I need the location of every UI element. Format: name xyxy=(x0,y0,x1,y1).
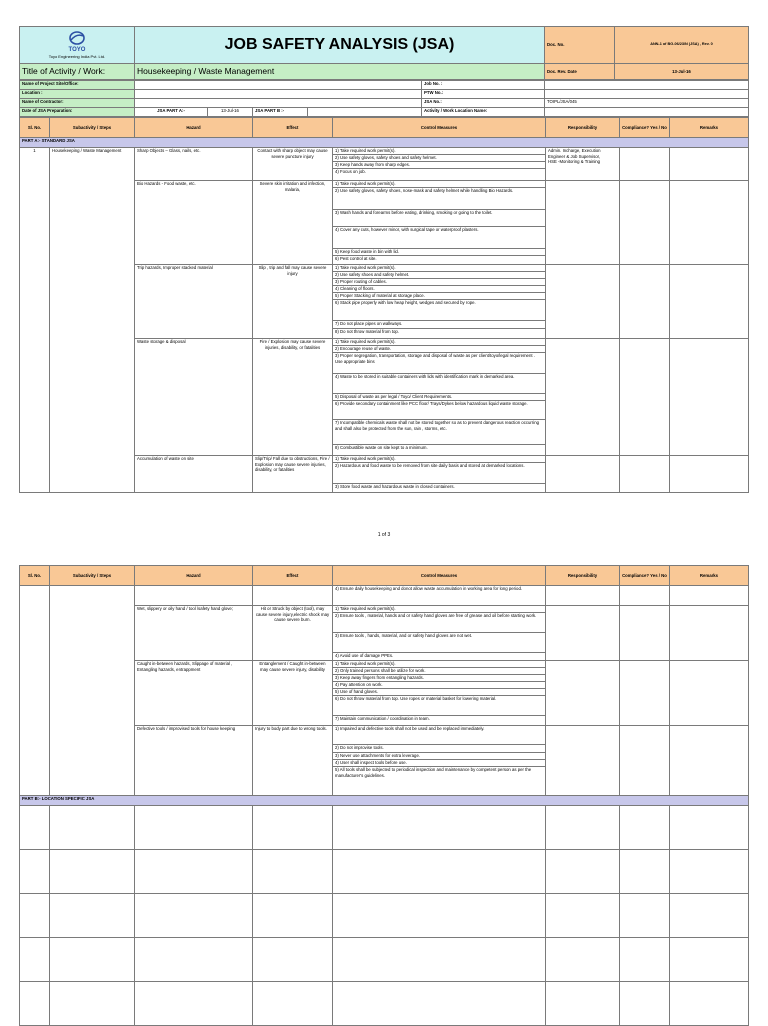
date-prep-label: Date of JSA Preparation: xyxy=(20,108,135,117)
control-measure: 5) Disposal of waste as per legal / Toyo/ Client Requirements. xyxy=(333,394,545,401)
control-measure: 1) Take required work permit(s). xyxy=(333,265,545,272)
remarks-cell[interactable] xyxy=(670,586,749,606)
table-row xyxy=(20,148,749,181)
blank-cell[interactable] xyxy=(20,938,50,982)
blank-cell[interactable] xyxy=(620,850,670,894)
control-measure: 8) Do not throw material from top. xyxy=(335,329,400,334)
control-measure: 3) Proper segregation, transportation, storage and disposal of waste as per client/toyo/legal requirement . Use appropriate bins xyxy=(333,353,545,374)
blank-cell[interactable] xyxy=(546,894,620,938)
jsa-no-label: JSA No.: xyxy=(422,99,545,108)
blank-cell[interactable] xyxy=(20,850,50,894)
blank-cell[interactable] xyxy=(50,982,135,1026)
responsibility-cell xyxy=(546,606,620,661)
part-b-label: JSA PART B :- xyxy=(253,108,308,117)
jsa-sheet-page-2 xyxy=(19,565,748,1026)
control-measure: 1) Take required work permit(s). xyxy=(333,339,545,346)
blank-row xyxy=(20,894,749,938)
remarks-cell[interactable] xyxy=(670,339,749,456)
control-measure: 1) Take required work permit(s). xyxy=(333,148,545,155)
effect-cell: Injury to body part due to wrong tools. xyxy=(253,726,333,796)
control-measure: 4) Cover any cuts, however minor, with surgical tape or waterproof plasters. xyxy=(333,227,545,249)
control-measure: 3) Wash hands and forearms before eating, drinking, smoking or going to the toilet. xyxy=(333,210,545,227)
blank-cell[interactable] xyxy=(135,894,253,938)
hazard-cell: Caught in-between hazards, Slippage of material , Entangling hazards, entrappment xyxy=(135,661,253,726)
blank-cell[interactable] xyxy=(670,938,749,982)
activity-title-value[interactable]: Housekeeping / Waste Management xyxy=(135,64,545,80)
project-site-field[interactable] xyxy=(135,81,422,90)
col-effect: Effect xyxy=(253,118,333,138)
control-measures-list xyxy=(333,456,545,491)
blank-cell[interactable] xyxy=(135,938,253,982)
blank-cell[interactable] xyxy=(670,850,749,894)
jsa-no-value[interactable]: TOIPL/JSA/045 xyxy=(545,99,749,108)
col-remarks: Remarks xyxy=(670,118,749,138)
control-measure: 7) Incompatible chemicals waste shall not be stored together so as to prevent dangerous reaction occurring and shall also be protected from the sun, rain , storms, etc. xyxy=(333,420,545,445)
company-name: TOYO xyxy=(68,46,86,53)
control-measures-list xyxy=(333,726,545,780)
responsibility-cell xyxy=(546,265,620,339)
jsa-sheet-page-1 xyxy=(19,26,748,493)
blank-cell[interactable] xyxy=(50,894,135,938)
responsibility-cell xyxy=(546,726,620,796)
blank-cell[interactable] xyxy=(546,938,620,982)
blank-cell[interactable] xyxy=(670,894,749,938)
control-measure: 2) Hazardous and food waste to be removed from site daily basis and stored at demarked locations. xyxy=(333,463,545,484)
col-control-measures: Control Measures xyxy=(333,566,546,586)
responsibility-cell xyxy=(546,586,620,606)
col-compliance: Compliance? Yes / No xyxy=(620,566,670,586)
col-hazard: Hazard xyxy=(135,118,253,138)
control-measure: 8) Combustible waste on site kept to a minimum. xyxy=(335,445,428,450)
project-site-label: Name of Project Site/Office: xyxy=(20,81,135,90)
control-measures-list xyxy=(333,148,545,175)
column-header-row xyxy=(20,566,749,586)
remarks-cell[interactable] xyxy=(670,148,749,181)
control-measure: 1) Take required work permit(s). xyxy=(333,661,545,668)
control-measure: 4) Pay attention on work. xyxy=(333,682,545,689)
part-b-section-heading: PART B:- LOCATION SPECIFIC JSA xyxy=(20,796,749,806)
hazard-cell: Accumulation of waste on site xyxy=(135,456,253,493)
control-measure: 6) Provide secondary containment like PCC floor/ Trays/Dykes below hazardous liquid waste storage. xyxy=(333,401,545,420)
effect-cell: Contact with sharp object may cause severe puncture injury xyxy=(253,148,333,181)
remarks-cell[interactable] xyxy=(670,606,749,661)
hazard-cell: Wet, slippery or oily hand / tool /safety hand glove; xyxy=(135,606,253,661)
compliance-cell[interactable] xyxy=(620,586,670,606)
doc-no-label: Doc. No. xyxy=(545,27,615,64)
effect-cell: Slip/Trip/ Fall due to obstructions, Fire / Explosion may cause severe injuries, disability, or fatalities xyxy=(253,456,333,493)
responsibility-cell xyxy=(546,661,620,726)
control-measure: 3) Keep hands away from sharp edges. xyxy=(333,162,545,169)
blank-cell[interactable] xyxy=(135,850,253,894)
effect-cell: Severe skin irritation and infection, malaria, xyxy=(253,181,333,265)
compliance-cell[interactable] xyxy=(620,181,670,265)
control-measures-list xyxy=(333,181,545,262)
effect-cell: Entanglement / Caught in-between may cause severe injury, disability xyxy=(253,661,333,726)
subactivity-cell: Housekeeping / Waste Management xyxy=(50,148,135,493)
ptw-no-field[interactable] xyxy=(545,90,749,99)
contractor-label: Name of Contractor: xyxy=(20,99,135,108)
control-measure: 4) Waste to be stored in suitable containers with lids with identification mark in demarked area. xyxy=(333,374,545,394)
control-measure: 2) Encourage reuse of waste. xyxy=(333,346,545,353)
col-sl-no: Sl. No. xyxy=(20,566,50,586)
blank-cell[interactable] xyxy=(20,806,50,850)
jsa-main-table-continued xyxy=(19,565,749,1026)
job-no-label: Job No. : xyxy=(422,81,545,90)
compliance-cell[interactable] xyxy=(620,726,670,796)
company-logo xyxy=(20,27,135,64)
blank-cell[interactable] xyxy=(333,982,546,1026)
jsa-header-table xyxy=(19,26,749,80)
control-measure: 5) All tools shall be subjected to periodical inspection and maintenance by competent person as per the manufacturer's guidelines. xyxy=(335,767,532,778)
control-measure: 2) Do not improvise tools. xyxy=(333,745,545,753)
control-measure: 5) Keep food waste in bin with lid. xyxy=(333,249,545,256)
sl-no-cell: 1 xyxy=(20,148,50,493)
col-responsibility: Responsibility xyxy=(546,118,620,138)
control-measure: 1) Take required work permit(s). xyxy=(333,456,545,463)
job-no-field[interactable] xyxy=(545,81,749,90)
control-measure: 4) Focus on job. xyxy=(335,169,366,174)
hazard-cell: Waste storage & disposal xyxy=(135,339,253,456)
control-measure: 2) Only trained persons shall be utilize for work. xyxy=(333,668,545,675)
part-a-label: JSA PART A:- xyxy=(135,108,208,117)
table-row xyxy=(20,586,749,606)
hazard-cell xyxy=(135,586,253,606)
control-measure: 6) Pest control at site. xyxy=(335,256,377,261)
control-measures-list xyxy=(333,606,545,660)
blank-cell[interactable] xyxy=(253,806,333,850)
remarks-cell[interactable] xyxy=(670,265,749,339)
jsa-info-table xyxy=(19,80,749,117)
blank-cell[interactable] xyxy=(546,850,620,894)
col-hazard: Hazard xyxy=(135,566,253,586)
blank-cell[interactable] xyxy=(620,806,670,850)
part-b-field[interactable] xyxy=(308,108,422,117)
control-measure: 4) Ensure daily housekeeping and donot allow waste accumulation in working area for long period. xyxy=(333,586,546,606)
control-measure: 1) Take required work permit(s). xyxy=(333,181,545,188)
hazard-cell: Defective tools / improvised tools for house keeping xyxy=(135,726,253,796)
blank-cell[interactable] xyxy=(50,938,135,982)
compliance-cell[interactable] xyxy=(620,339,670,456)
blank-cell[interactable] xyxy=(20,894,50,938)
control-measure: 1) Impaired and defective tools shall not be used and be replaced immediately. xyxy=(333,726,545,745)
jsa-main-table xyxy=(19,117,749,493)
responsibility-line: HSE -Monitoring & Training xyxy=(548,159,601,165)
blank-cell[interactable] xyxy=(253,982,333,1026)
location-field[interactable] xyxy=(135,90,422,99)
column-header-row xyxy=(20,118,749,138)
responsibility-cell xyxy=(546,339,620,456)
col-effect: Effect xyxy=(253,566,333,586)
effect-cell xyxy=(253,586,333,606)
remarks-cell[interactable] xyxy=(670,661,749,726)
location-label: Location : xyxy=(20,90,135,99)
col-control-measures: Control Measures xyxy=(333,118,546,138)
remarks-cell[interactable] xyxy=(670,726,749,796)
control-measure: 4) Avoid use of damage PPEs. xyxy=(335,653,394,658)
hazard-cell: Bio Hazards - Food waste, etc. xyxy=(135,181,253,265)
remarks-cell[interactable] xyxy=(670,181,749,265)
compliance-cell[interactable] xyxy=(620,661,670,726)
control-measure: 7) Do not place pipes on walkways. xyxy=(333,321,545,329)
part-a-date[interactable]: 13-Jul-16 xyxy=(208,108,253,117)
subactivity-cell xyxy=(50,586,135,796)
control-measure: 4) Cleaning of floors. xyxy=(333,286,545,293)
blank-cell[interactable] xyxy=(670,982,749,1026)
hazard-cell: Trip hazards, Improper stacked material xyxy=(135,265,253,339)
blank-row xyxy=(20,806,749,850)
effect-cell: Slip , trip and fall may cause severe injury xyxy=(253,265,333,339)
col-subactivity: Subactivity / Steps xyxy=(50,566,135,586)
page-number: 1 of 3 xyxy=(377,532,391,538)
control-measure: 6) Stack pipe properly with low heap height, wedges and secured by rope. xyxy=(333,300,545,321)
blank-cell[interactable] xyxy=(253,894,333,938)
blank-cell[interactable] xyxy=(253,938,333,982)
compliance-cell[interactable] xyxy=(620,456,670,493)
blank-cell[interactable] xyxy=(20,982,50,1026)
effect-cell: Fire / Explosion may cause severe injuries, disability, or fatalities xyxy=(253,339,333,456)
form-title: JOB SAFETY ANALYSIS (JSA) xyxy=(135,27,545,64)
control-measure: 2) Use safety shoes and safety helmet. xyxy=(333,272,545,279)
doc-no-value: ANN-1 of BG-06/23/N (JSA) , Rev. 0 xyxy=(615,27,749,64)
compliance-cell[interactable] xyxy=(620,148,670,181)
company-full-name: Toyo Engineering India Pvt. Ltd. xyxy=(48,53,106,59)
compliance-cell[interactable] xyxy=(620,606,670,661)
control-measure: 3) Proper routing of cables. xyxy=(333,279,545,286)
responsibility-line: Engineer & Job Supervisor, xyxy=(548,153,601,159)
control-measures-list xyxy=(333,265,545,335)
compliance-cell[interactable] xyxy=(620,265,670,339)
responsibility-cell xyxy=(546,181,620,265)
control-measure: 4) User shall inspect tools before use. xyxy=(333,760,545,767)
ptw-no-label: PTW No.: xyxy=(422,90,545,99)
col-sl-no: Sl. No. xyxy=(20,118,50,138)
activity-location-label: Activity / Work Location Name: xyxy=(422,108,545,117)
control-measure: 3) Ensure tools , hands, material, and or safety hand gloves are not wet. xyxy=(333,633,545,653)
control-measure: 3) Never use attachments for extra leverage. xyxy=(333,753,545,760)
responsibility-line: Admin. Incharge, Execution xyxy=(548,148,601,153)
responsibility-cell xyxy=(546,148,620,181)
blank-cell[interactable] xyxy=(333,938,546,982)
blank-cell[interactable] xyxy=(333,850,546,894)
control-measure: 5) Use of hand gloves. xyxy=(333,689,545,696)
control-measure: 3) Store food waste and hazardous waste in closed containers. xyxy=(335,484,455,489)
control-measure: 1) Take required work permit(s). xyxy=(333,606,545,613)
doc-rev-value: 13-Jul-16 xyxy=(615,64,749,80)
blank-cell[interactable] xyxy=(546,982,620,1026)
control-measures-list xyxy=(333,661,545,725)
control-measure: 6) Do not throw material from top. Use ropes or material basket for lowering material. xyxy=(333,696,545,716)
control-measure: 2) Ensure tools , material, hands and or safety hand gloves are free of grease and oil before starting work. xyxy=(333,613,545,633)
col-compliance: Compliance? Yes / No xyxy=(620,118,670,138)
blank-cell[interactable] xyxy=(670,806,749,850)
remarks-cell[interactable] xyxy=(670,456,749,493)
blank-cell[interactable] xyxy=(135,982,253,1026)
control-measure: 7) Maintain communication / coordination in team. xyxy=(335,716,430,721)
blank-row xyxy=(20,938,749,982)
contractor-field[interactable] xyxy=(135,99,422,108)
control-measure: 2) Use safety gloves, safety shoes, nose-mask and safety helmet while handling Bio Hazards. xyxy=(333,188,545,210)
control-measure: 5) Proper Stacking of material at storage place. xyxy=(333,293,545,300)
effect-cell: Hit or Struck by object (tool), may cause severe injury,electric shock may cause severe burn. xyxy=(253,606,333,661)
blank-cell[interactable] xyxy=(546,806,620,850)
toyo-logo-icon xyxy=(66,31,88,45)
activity-title-label: Title of Activity / Work: xyxy=(20,64,135,80)
blank-cell[interactable] xyxy=(50,850,135,894)
blank-cell[interactable] xyxy=(333,806,546,850)
col-remarks: Remarks xyxy=(670,566,749,586)
blank-cell[interactable] xyxy=(333,894,546,938)
col-subactivity: Subactivity / Steps xyxy=(50,118,135,138)
blank-row xyxy=(20,850,749,894)
activity-location-field[interactable] xyxy=(545,108,749,117)
hazard-cell: Sharp Objects – Glass, nails, etc. xyxy=(135,148,253,181)
blank-cell[interactable] xyxy=(253,850,333,894)
blank-cell[interactable] xyxy=(620,938,670,982)
control-measures-list xyxy=(333,339,545,451)
control-measure: 3) Keep away fingers from entangling hazards. xyxy=(333,675,545,682)
control-measure: 2) Use safety gloves, safety shoes and safety helmet. xyxy=(333,155,545,162)
blank-cell[interactable] xyxy=(620,982,670,1026)
blank-cell[interactable] xyxy=(620,894,670,938)
sl-no-cell xyxy=(20,586,50,796)
responsibility-cell xyxy=(546,456,620,493)
part-a-section-heading: PART A:- STANDARD JSA xyxy=(20,138,749,148)
col-responsibility: Responsibility xyxy=(546,566,620,586)
blank-row xyxy=(20,982,749,1026)
blank-cell[interactable] xyxy=(135,806,253,850)
doc-rev-label: Doc. Rev. Date xyxy=(545,64,615,80)
blank-cell[interactable] xyxy=(50,806,135,850)
